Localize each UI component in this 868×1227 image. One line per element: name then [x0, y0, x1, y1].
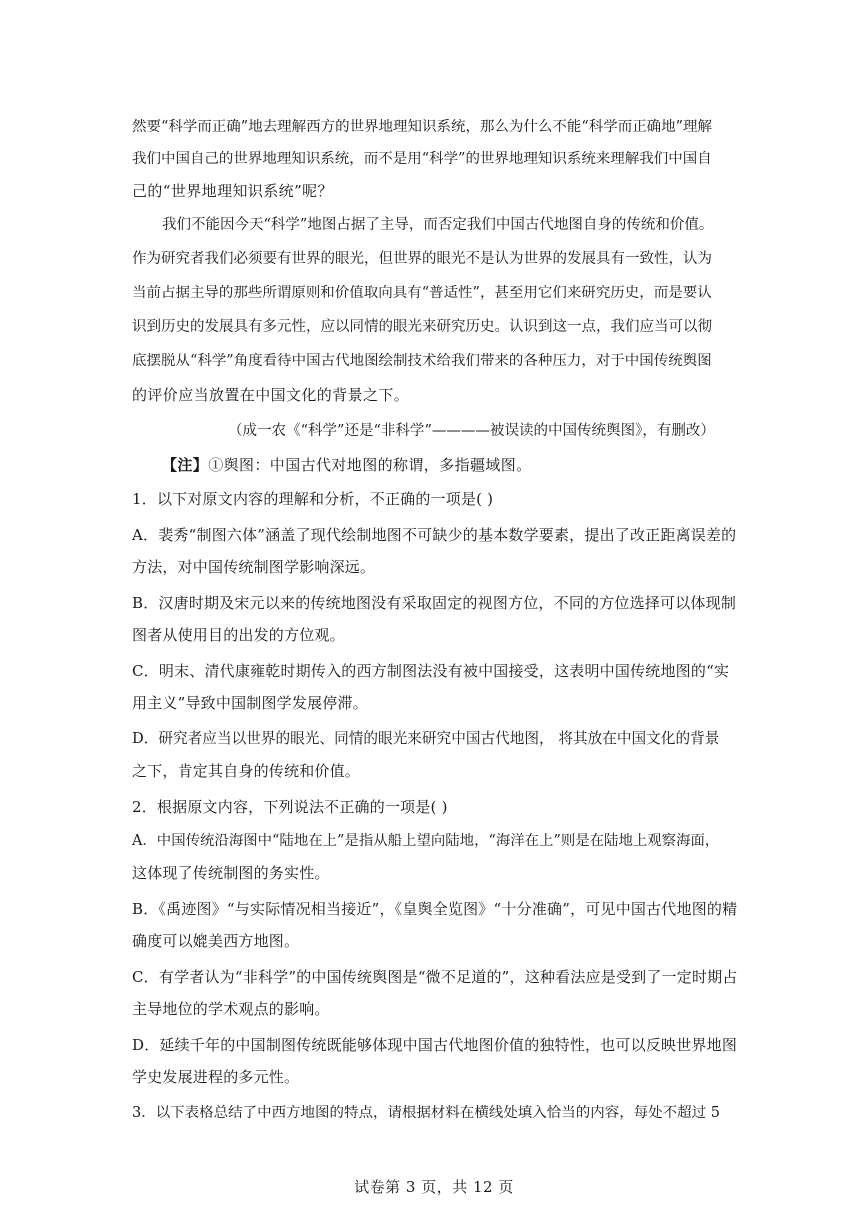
passage-p2-line-6: 的评价应当放置在中国文化的背景之下。	[132, 386, 410, 404]
passage-p2-line-5: 底摆脱从“科学”角度看待中国古代地图绘制技术给我们带来的各种压力，对于中国传统舆图	[132, 353, 712, 369]
q2-option-c-line-2: 主导地位的学术观点的影响。	[132, 1000, 330, 1018]
q2-option-a-line-1: A．中国传统沿海图中“陆地在上”是指从船上望向陆地，“海洋在上”则是在陆地上观察海面，	[132, 833, 720, 849]
q1-option-a-line-1: A．裴秀“制图六体”涵盖了现代绘制地图不可缺少的基本数学要素，提出了改正距离误差的	[132, 526, 737, 544]
passage-p2-line-1: 我们不能因今天“科学”地图占据了主导，而否定我们中国古代地图自身的传统和价值。	[162, 217, 714, 233]
q2-option-b-line-2: 确度可以媲美西方地图。	[132, 932, 300, 950]
q2-option-a-line-2: 这体现了传统制图的务实性。	[132, 864, 330, 882]
page-footer: 试卷第 3 页，共 12 页	[354, 1178, 514, 1196]
passage-p2-line-4: 识到历史的发展具有多元性，应以同情的眼光来研究历史。认识到这一点，我们应当可以彻	[132, 319, 712, 335]
q1-option-d-line-2: 之下，肯定其自身的传统和价值。	[132, 762, 361, 780]
q3-stem: 3．以下表格总结了中西方地图的特点，请根据材料在横线处填入恰当的内容，每处不超过 5	[132, 1105, 720, 1121]
q2-option-c-line-1: C．有学者认为“非科学”的中国传统舆图是“微不足道的”，这种看法应是受到了一定时期占	[132, 968, 738, 986]
q2-option-b-line-1: B．《禹迹图》“与实际情况相当接近”，《皇舆全览图》“十分准确”，可见中国古代地图的精	[132, 900, 738, 918]
passage-note	[162, 454, 532, 476]
passage-source: （成一农《“科学”还是“非科学”————被误读的中国传统舆图》，有删改）	[228, 423, 715, 439]
q2-option-d-line-2: 学史发展进程的多元性。	[132, 1068, 300, 1086]
passage-p1-line-1: 然要“科学而正确”地去理解西方的世界地理知识系统，那么为什么不能“科学而正确地”理解	[132, 119, 713, 135]
note-label: 【注】	[162, 456, 209, 474]
q1-option-b-line-1: B．汉唐时期及宋元以来的传统地图没有采取固定的视图方位，不同的方位选择可以体现制	[132, 594, 737, 612]
passage-p2-line-2: 作为研究者我们必须要有世界的眼光，但世界的眼光不是认为世界的发展具有一致性，认为	[132, 251, 712, 267]
q1-option-d-line-1: D．研究者应当以世界的眼光、同情的眼光来研究中国古代地图， 将其放在中国文化的背景	[132, 730, 720, 747]
passage-p1-line-2: 我们中国自己的世界地理知识系统，而不是用“科学”的世界地理知识系统来理解我们中国自	[132, 151, 712, 167]
q1-stem: 1．以下对原文内容的理解和分析，不正确的一项是( )	[132, 490, 494, 508]
q2-stem: 2．根据原文内容，下列说法不正确的一项是( )	[132, 798, 448, 816]
passage-p2-line-3: 当前占据主导的那些所谓原则和价值取向具有“普适性”，甚至用它们来研究历史，而是要认	[132, 285, 712, 301]
q1-option-b-line-2: 图者从使用目的出发的方位观。	[132, 626, 345, 644]
q1-option-c-line-1: C．明末、清代康雍乾时期传入的西方制图法没有被中国接受，这表明中国传统地图的“实	[132, 662, 730, 680]
note-text: ①舆图：中国古代对地图的称谓，多指疆域图。	[208, 456, 532, 474]
q1-option-c-line-2: 用主义”导致中国制图学发展停滞。	[132, 694, 368, 712]
passage-p1-line-3: 己的“世界地理知识系统”呢？	[132, 182, 333, 200]
q2-option-d-line-1: D．延续千年的中国制图传统既能够体现中国古代地图价值的独特性，也可以反映世界地图	[132, 1036, 738, 1054]
q1-option-a-line-2: 方法，对中国传统制图学影响深远。	[132, 558, 376, 576]
